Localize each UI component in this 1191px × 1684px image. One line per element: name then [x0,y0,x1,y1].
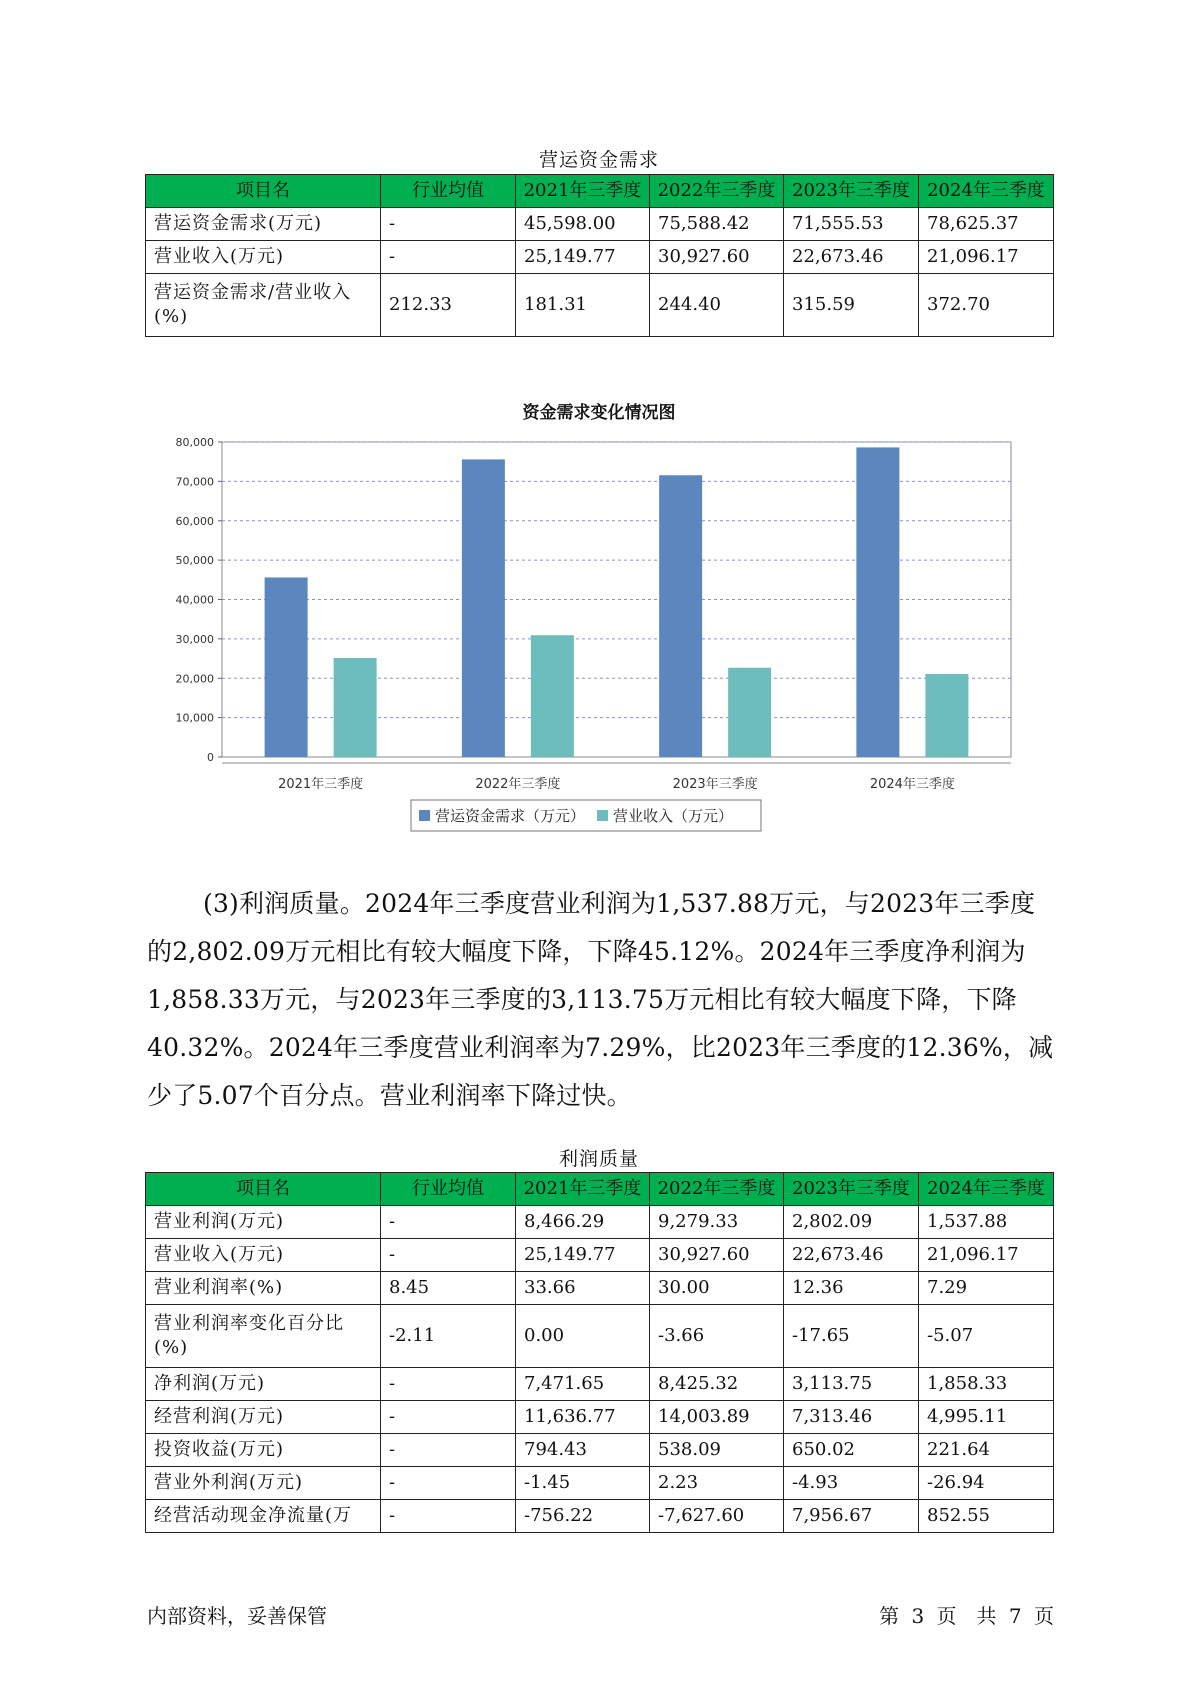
table-cell: -7,627.60 [650,1500,784,1533]
table-row [146,1467,1054,1500]
header-2022q3: 2022年三季度 [650,1173,784,1206]
legend-swatch [597,810,608,821]
table-cell: 7,313.46 [784,1401,919,1434]
table-row [146,1272,1054,1305]
table-cell: 852.55 [919,1500,1054,1533]
table-cell: 12.36 [784,1272,919,1305]
table-cell: 181.31 [516,274,650,337]
capital-demand-bar-chart [145,430,1053,840]
table-row [146,1401,1054,1434]
table-cell: - [381,1467,516,1500]
row-label: 营业收入(万元) [146,1239,381,1272]
table-cell: 8.45 [381,1272,516,1305]
table-cell: -756.22 [516,1500,650,1533]
table-cell: 9,279.33 [650,1206,784,1239]
table-cell: - [381,1206,516,1239]
working-capital-table [145,174,1054,337]
table-cell: 372.70 [919,274,1054,337]
chart-title: 资金需求变化情况图 [522,403,676,423]
table-cell: -2.11 [381,1305,516,1368]
table-cell: - [381,1368,516,1401]
table-cell: 11,636.77 [516,1401,650,1434]
table-cell: 1,537.88 [919,1206,1054,1239]
row-label: 投资收益(万元) [146,1434,381,1467]
table-row [146,1305,1054,1368]
header-2021q3: 2021年三季度 [516,175,650,208]
x-tick-label: 2022年三季度 [475,777,561,792]
table-cell: 650.02 [784,1434,919,1467]
header-industry-avg: 行业均值 [381,1173,516,1206]
table-cell: -4.93 [784,1467,919,1500]
header-2021q3: 2021年三季度 [516,1173,650,1206]
y-tick-label: 60,000 [175,514,214,528]
table-row [146,1206,1054,1239]
table-cell: 8,466.29 [516,1206,650,1239]
x-tick-label: 2024年三季度 [869,777,955,792]
row-label: 经营活动现金净流量(万 [146,1500,381,1533]
table-cell: 3,113.75 [784,1368,919,1401]
y-tick-label: 0 [207,751,214,764]
header-2023q3: 2023年三季度 [784,175,919,208]
y-tick-label: 10,000 [175,711,214,725]
table-row [146,1368,1054,1401]
row-label: 营业利润(万元) [146,1206,381,1239]
table-cell: 78,625.37 [919,208,1054,241]
table-cell: 33.66 [516,1272,650,1305]
table-row [146,241,1054,274]
table-cell: 4,995.11 [919,1401,1054,1434]
table-cell: 0.00 [516,1305,650,1368]
row-label: 营运资金需求/营业收入(%) [146,274,381,337]
row-label: 营业利润率(%) [146,1272,381,1305]
table-cell: 7.29 [919,1272,1054,1305]
bar-working-capital [856,447,899,757]
table-cell: 14,003.89 [650,1401,784,1434]
table-cell: 8,425.32 [650,1368,784,1401]
table-cell: 71,555.53 [784,208,919,241]
table-cell: 2.23 [650,1467,784,1500]
table-row [146,1239,1054,1272]
table-cell: -1.45 [516,1467,650,1500]
table-cell: 45,598.00 [516,208,650,241]
paragraph-text: (3)利润质量。2024年三季度营业利润为1,537.88万元，与2023年三季度的2,802.09万元相比有较大幅度下降，下降45.12%。2024年三季度净利润为1,858.33万元，与2023年三季度的3,113.75万元相比有较大幅度下降，下降40.32%。2024年三季度营业利润率为7.29%，比2023年三季度的12.36%，减少了5.07个百分点。营业利润率下降过快。 [147,889,1054,1110]
table-cell: 212.33 [381,274,516,337]
row-label: 营业收入(万元) [146,241,381,274]
y-tick-label: 30,000 [175,632,214,646]
y-tick-label: 80,000 [175,436,214,449]
profit-quality-paragraph [147,880,1057,1120]
table-cell: - [381,208,516,241]
table-cell: 25,149.77 [516,241,650,274]
y-tick-label: 40,000 [175,593,214,607]
bar-working-capital [265,577,308,757]
table-cell: 221.64 [919,1434,1054,1467]
row-label: 营运资金需求(万元) [146,208,381,241]
table-cell: 538.09 [650,1434,784,1467]
table-cell: -17.65 [784,1305,919,1368]
header-2023q3: 2023年三季度 [784,1173,919,1206]
row-label: 净利润(万元) [146,1368,381,1401]
footer-confidential-note: 内部资料，妥善保管 [147,1604,327,1628]
header-industry-avg: 行业均值 [381,175,516,208]
table-cell: 30.00 [650,1272,784,1305]
bar-working-capital [462,459,505,757]
header-2022q3: 2022年三季度 [650,175,784,208]
table-cell: - [381,1500,516,1533]
table-cell: 315.59 [784,274,919,337]
x-tick-label: 2021年三季度 [278,777,364,792]
y-tick-label: 20,000 [175,672,214,686]
table-cell: - [381,241,516,274]
table-cell: 7,956.67 [784,1500,919,1533]
table-header-row [146,1173,1054,1206]
table-cell: 2,802.09 [784,1206,919,1239]
bar-revenue [925,674,968,757]
legend-label: 营业收入（万元） [613,807,734,825]
table-cell: 30,927.60 [650,1239,784,1272]
header-2024q3: 2024年三季度 [919,1173,1054,1206]
legend-swatch [419,810,430,821]
table-row [146,1434,1054,1467]
y-tick-label: 70,000 [175,475,214,489]
table-cell: 21,096.17 [919,1239,1054,1272]
row-label: 营业利润率变化百分比(%) [146,1305,381,1368]
table1-caption: 营运资金需求 [538,149,659,171]
table-cell: 794.43 [516,1434,650,1467]
y-tick-label: 50,000 [175,554,214,568]
table-cell: 30,927.60 [650,241,784,274]
table-cell: 25,149.77 [516,1239,650,1272]
row-label: 营业外利润(万元) [146,1467,381,1500]
legend-label: 营运资金需求（万元） [435,807,586,825]
table-row [146,274,1054,337]
table-cell: 1,858.33 [919,1368,1054,1401]
table-cell: 7,471.65 [516,1368,650,1401]
x-tick-label: 2023年三季度 [672,777,758,792]
table-cell: - [381,1434,516,1467]
table-cell: 22,673.46 [784,1239,919,1272]
table-cell: 22,673.46 [784,241,919,274]
bar-revenue [728,668,771,757]
row-label: 经营利润(万元) [146,1401,381,1434]
header-item-name: 项目名 [146,1173,381,1206]
bar-working-capital [659,475,702,757]
table-row [146,1500,1054,1533]
header-2024q3: 2024年三季度 [919,175,1054,208]
table-header-row [146,175,1054,208]
table-cell: - [381,1401,516,1434]
table2-caption: 利润质量 [558,1148,639,1170]
table-cell: - [381,1239,516,1272]
table-cell: -5.07 [919,1305,1054,1368]
bar-revenue [531,635,574,757]
table-cell: 75,588.42 [650,208,784,241]
header-item-name: 项目名 [146,175,381,208]
table-cell: -3.66 [650,1305,784,1368]
table-cell: 244.40 [650,274,784,337]
table-row [146,208,1054,241]
profit-quality-table [145,1172,1054,1533]
bar-revenue [334,658,377,757]
footer-page-number: 第 3 页 共 7 页 [879,1604,1054,1628]
table-cell: 21,096.17 [919,241,1054,274]
table-cell: -26.94 [919,1467,1054,1500]
